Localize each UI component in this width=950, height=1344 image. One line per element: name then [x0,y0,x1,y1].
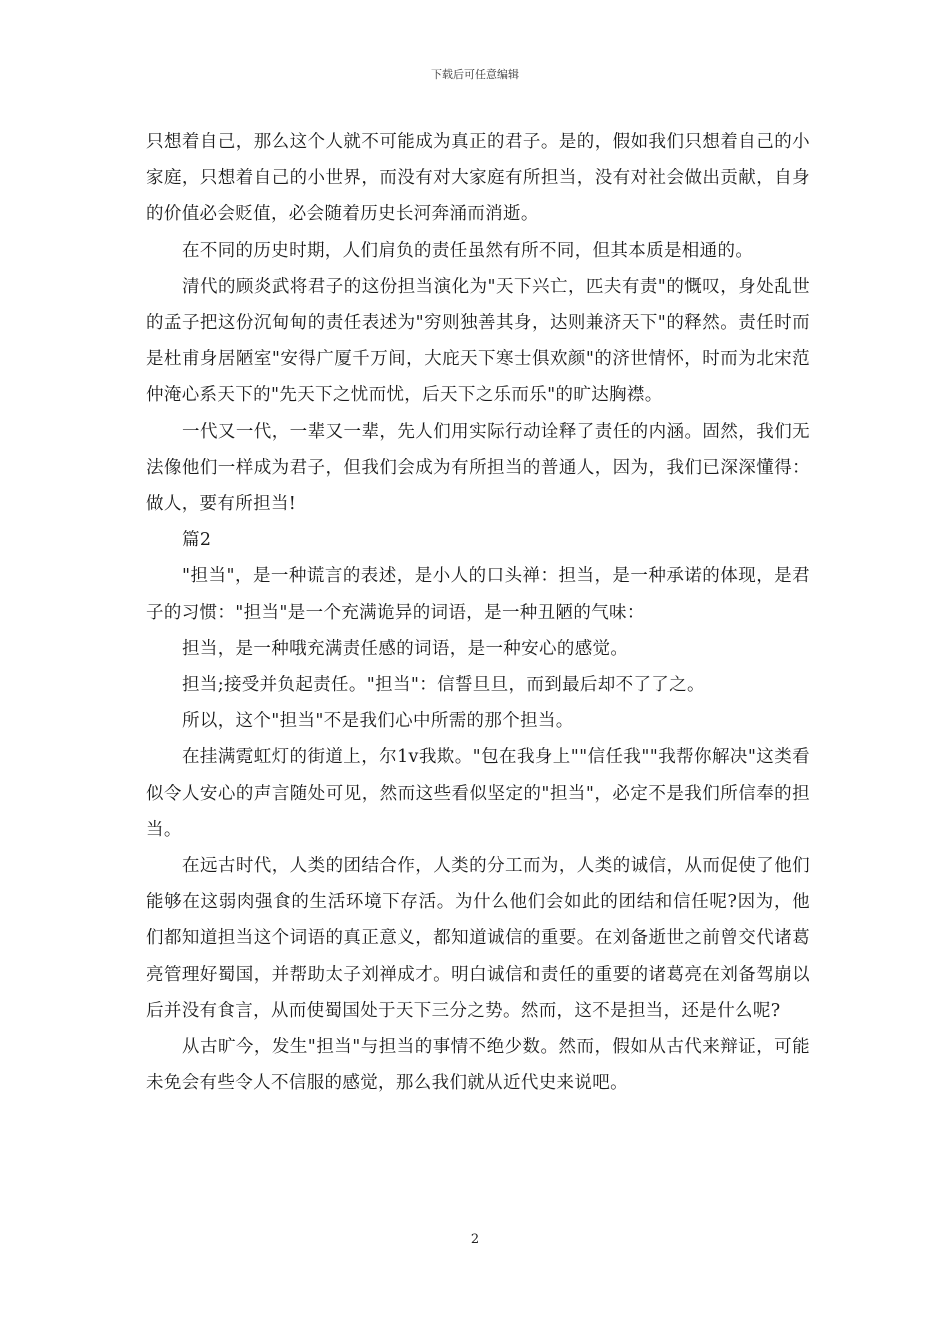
paragraph: 在挂满霓虹灯的街道上，尔1v我欺。"包在我身上""信任我""我帮你解决"这类看似令人安心的声言随处可见，然而这些看似坚定的"担当"，必定不是我们所信奉的担当。 [146,747,810,840]
paragraph: 所以，这个"担当"不是我们心中所需的那个担当。 [182,711,574,732]
document-body [146,124,810,1101]
paragraph: 从古旷今，发生"担当"与担当的事情不绝少数。然而，假如从古代来辩证，可能未免会有些令人不信服的感觉，那么我们就从近代史来说吧。 [146,1037,810,1094]
section-heading: 篇2 [182,530,212,551]
paragraph: 只想着自己，那么这个人就不可能成为真正的君子。是的，假如我们只想着自己的小家庭，只想着自己的小世界，而没有对大家庭有所担当，没有对社会做出贡献，自身的价值必会贬值，必会随着历史长河奔涌而消逝。 [146,132,810,225]
paragraph: 担当，是一种哦充满责任感的词语，是一种安心的感觉。 [182,638,629,659]
page-number: 2 [470,1232,480,1247]
paragraph: 一代又一代，一辈又一辈，先人们用实际行动诠释了责任的内涵。固然，我们无法像他们一样成为君子，但我们会成为有所担当的普通人，因为，我们已深深懂得：做人，要有所担当! [146,421,810,515]
paragraph: 担当;接受并负起责任。"担当"：信誓旦旦，而到最后却不了了之。 [182,675,705,696]
paragraph: "担当"，是一种谎言的表述，是小人的口头禅：担当，是一种承诺的体现，是君子的习惯："担当"是一个充满诡异的词语，是一种丑陋的气味： [146,566,810,623]
paragraph: 清代的顾炎武将君子的这份担当演化为"天下兴亡，匹夫有责"的慨叹，身处乱世的孟子把这份沉甸甸的责任表述为"穷则独善其身，达则兼济天下"的释然。责任时而是杜甫身居陋室"安得广厦千万间，大庇天下寒士俱欢颜"的济世情怀，时而为北宋范仲淹心系天下的"先天下之忧而忧，后天下之乐而乐"的旷达胸襟。 [146,276,810,406]
paragraph: 在远古时代，人类的团结合作，人类的分工而为，人类的诚信，从而促使了他们能够在这弱肉强食的生活环境下存活。为什么他们会如此的团结和信任呢?因为，他们都知道担当这个词语的真正意义，都知道诚信的重要。在刘备逝世之前曾交代诸葛亮管理好蜀国，并帮助太子刘禅成才。明白诚信和责任的重要的诸葛亮在刘备驾崩以后并没有食言，从而使蜀国处于天下三分之势。然而，这不是担当，还是什么呢? [146,856,810,1021]
paragraph: 在不同的历史时期，人们肩负的责任虽然有所不同，但其本质是相通的。 [182,240,754,261]
page-header: 下载后可任意编辑 [431,68,519,81]
